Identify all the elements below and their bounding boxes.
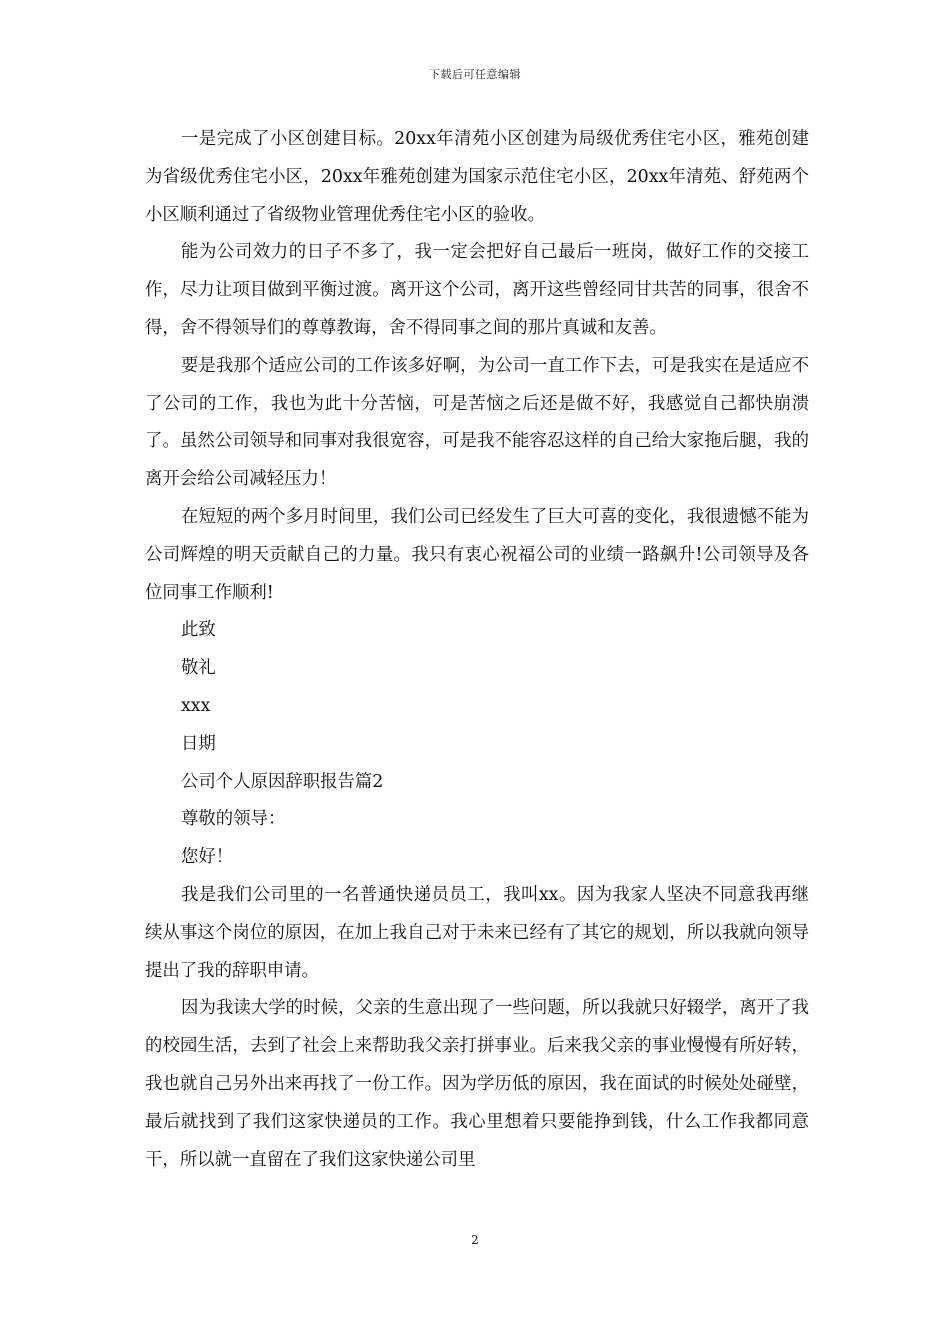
paragraph-adaptation: 要是我那个适应公司的工作该多好啊，为公司一直工作下去，可是我实在是适应不了公司的工作，我也为此十分苦恼，可是苦恼之后还是做不好，我感觉自己都快崩溃了。虽然公司领导和同事对我很宽容，可是我不能容忍这样的自己给大家拖后腿，我的离开会给公司减轻压力！: [145, 355, 809, 490]
paragraph-introduction: 我是我们公司里的一名普通快递员员工，我叫xx。因为我家人坚决不同意我再继续从事这个岗位的原因，在加上我自己对于未来已经有了其它的规划，所以我就向领导提出了我的辞职申请。: [145, 884, 809, 981]
paragraph-handover: 能为公司效力的日子不多了，我一定会把好自己最后一班岗，做好工作的交接工作，尽力让项目做到平衡过渡。离开这个公司，离开这些曾经同甘共苦的同事，很舍不得，舍不得领导们的尊尊教诲，舍不得同事之间的那片真诚和友善。: [145, 242, 809, 338]
salutation: 尊敬的领导：: [181, 809, 286, 830]
paragraph-wishes: 在短短的两个多月时间里，我们公司已经发生了巨大可喜的变化，我很遗憾不能为公司辉煌的明天贡献自己的力量。我只有衷心祝福公司的业绩一路飙升!公司领导及各位同事工作顺利!: [145, 506, 809, 603]
date-line: 日期: [181, 733, 216, 754]
section-title: 公司个人原因辞职报告篇2: [181, 771, 384, 792]
page-number: 2: [471, 1233, 479, 1247]
paragraph-achievements: 一是完成了小区创建目标。20xx年清苑小区创建为局级优秀住宅小区，雅苑创建为省级优秀住宅小区，20xx年雅苑创建为国家示范住宅小区，20xx年清苑、舒苑两个小区顺利通过了省级物业管理优秀住宅小区的验收。: [145, 129, 809, 225]
document-body: [145, 121, 809, 1179]
closing-line-1: 此致: [181, 620, 216, 641]
greeting: 您好！: [181, 847, 234, 868]
paragraph-background: 因为我读大学的时候，父亲的生意出现了一些问题，所以我就只好辍学，离开了我的校园生活，去到了社会上来帮助我父亲打拼事业。后来我父亲的事业慢慢有所好转，我也就自己另外出来再找了一份工作。因为学历低的原因，我在面试的时候处处碰壁，最后就找到了我们这家快递员的工作。我心里想着只要能挣到钱，什么工作我都同意干，所以就一直留在了我们这家快递公司里: [145, 998, 809, 1170]
signature: xxx: [181, 695, 211, 716]
page-header-note: 下载后可任意编辑: [429, 68, 521, 81]
closing-line-2: 敬礼: [181, 658, 216, 679]
